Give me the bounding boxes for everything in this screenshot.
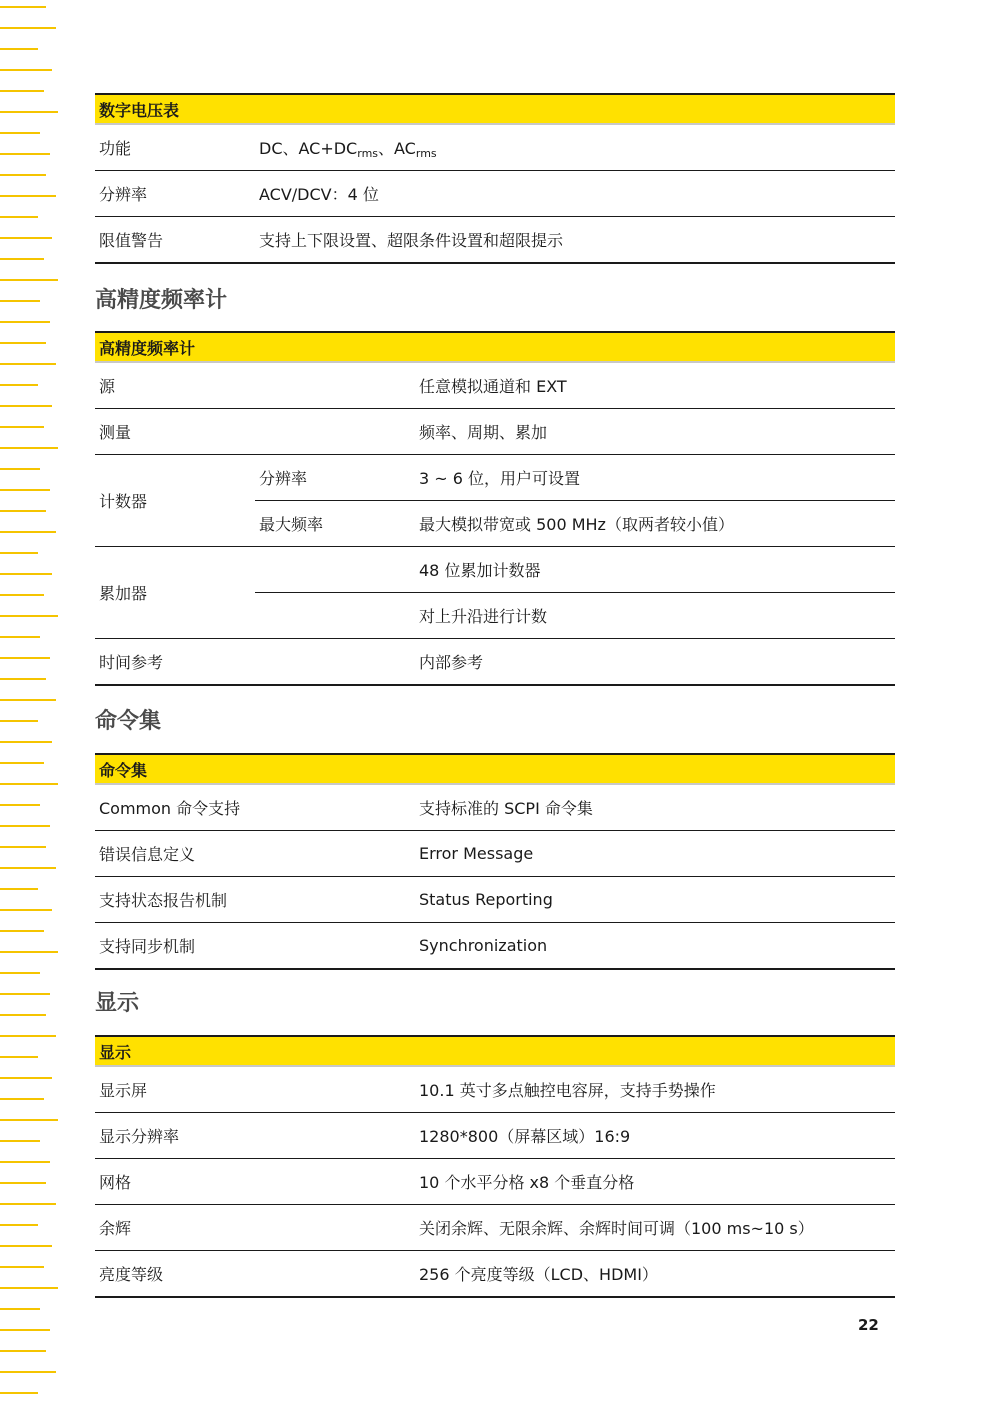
table-row	[95, 409, 895, 455]
row-label: 时间参考	[95, 639, 415, 686]
row-label: 余辉	[95, 1205, 415, 1251]
decorative-stripe	[0, 69, 52, 71]
row-sublabel	[255, 593, 415, 639]
table-row	[95, 124, 895, 171]
decorative-stripe	[0, 384, 38, 386]
decorative-stripe	[0, 888, 38, 890]
decorative-stripe	[0, 1287, 58, 1289]
row-value: 最大模拟带宽或 500 MHz（取两者较小值）	[415, 501, 895, 547]
row-label: 错误信息定义	[95, 831, 415, 877]
table-row	[95, 923, 895, 970]
row-label: 网格	[95, 1159, 415, 1205]
decorative-stripe	[0, 930, 44, 932]
decorative-stripe	[0, 594, 44, 596]
decorative-stripe	[0, 489, 50, 491]
decorative-stripe	[0, 699, 56, 701]
table-row	[95, 1113, 895, 1159]
row-value: ACV/DCV：4 位	[255, 171, 895, 217]
table-row	[95, 1205, 895, 1251]
row-value: 3 ~ 6 位，用户可设置	[415, 455, 895, 501]
row-value: 对上升沿进行计数	[415, 593, 895, 639]
decorative-stripe	[0, 1140, 40, 1142]
decorative-stripe	[0, 153, 50, 155]
row-value: Synchronization	[415, 923, 895, 970]
frequency-table-header: 高精度频率计	[95, 332, 895, 362]
row-value: 10 个水平分格 x8 个垂直分格	[415, 1159, 895, 1205]
row-label: 亮度等级	[95, 1251, 415, 1298]
decorative-stripe	[0, 216, 38, 218]
table-row	[95, 784, 895, 831]
table-row	[95, 547, 895, 593]
decorative-stripe	[0, 1077, 52, 1079]
row-label: 计数器	[95, 455, 255, 547]
display-spec-table	[95, 1035, 895, 1298]
row-value: 48 位累加计数器	[415, 547, 895, 593]
row-value: 256 个亮度等级（LCD、HDMI）	[415, 1251, 895, 1298]
table-row	[95, 217, 895, 264]
decorative-stripe	[0, 804, 40, 806]
decorative-stripe	[0, 174, 46, 176]
table-row	[95, 1159, 895, 1205]
decorative-stripe	[0, 1098, 44, 1100]
decorative-stripe	[0, 720, 38, 722]
decorative-stripe	[0, 27, 56, 29]
decorative-stripe	[0, 195, 56, 197]
command-table-header: 命令集	[95, 754, 895, 784]
row-label: 显示分辨率	[95, 1113, 415, 1159]
row-value: 任意模拟通道和 EXT	[415, 362, 895, 409]
decorative-stripe	[0, 552, 38, 554]
decorative-stripe	[0, 111, 58, 113]
command-set-spec-table	[95, 753, 895, 970]
decorative-stripe	[0, 741, 52, 743]
decorative-stripe	[0, 1371, 56, 1373]
row-sublabel	[255, 547, 415, 593]
row-label: 显示屏	[95, 1066, 415, 1113]
row-sublabel: 最大频率	[255, 501, 415, 547]
decorative-stripe	[0, 1266, 44, 1268]
row-label: 支持同步机制	[95, 923, 415, 970]
row-label: 测量	[95, 409, 415, 455]
decorative-stripe	[0, 1203, 56, 1205]
table-row	[95, 1066, 895, 1113]
table-row	[95, 639, 895, 686]
table-row	[95, 877, 895, 923]
decorative-stripe	[0, 783, 58, 785]
row-value: 内部参考	[415, 639, 895, 686]
decorative-stripe	[0, 237, 52, 239]
decorative-stripe	[0, 531, 56, 533]
decorative-stripe	[0, 426, 44, 428]
decorative-stripe	[0, 1329, 50, 1331]
decorative-stripe	[0, 405, 52, 407]
decorative-stripe	[0, 762, 44, 764]
decorative-stripe	[0, 573, 52, 575]
decorative-stripe	[0, 1014, 46, 1016]
decorative-stripe	[0, 972, 40, 974]
decorative-stripe	[0, 867, 56, 869]
row-value: 支持标准的 SCPI 命令集	[415, 784, 895, 831]
decorative-stripe	[0, 1350, 46, 1352]
row-value: 1280*800（屏幕区域）16:9	[415, 1113, 895, 1159]
row-label: 分辨率	[95, 171, 255, 217]
decorative-stripe	[0, 300, 40, 302]
row-label: Common 命令支持	[95, 784, 415, 831]
decorative-stripe	[0, 90, 44, 92]
decorative-stripe	[0, 342, 46, 344]
table-row	[95, 1251, 895, 1298]
decorative-stripe	[0, 846, 46, 848]
decorative-stripe	[0, 951, 58, 953]
decorative-stripe	[0, 909, 52, 911]
decorative-stripe	[0, 1119, 58, 1121]
decorative-stripe	[0, 1161, 50, 1163]
decorative-stripe	[0, 363, 56, 365]
decorative-stripes	[0, 0, 60, 1401]
row-sublabel: 分辨率	[255, 455, 415, 501]
decorative-stripe	[0, 6, 46, 8]
decorative-stripe	[0, 510, 46, 512]
table-row	[95, 455, 895, 501]
decorative-stripe	[0, 1392, 38, 1394]
row-value: Status Reporting	[415, 877, 895, 923]
table-row	[95, 362, 895, 409]
page-number: 22	[858, 1316, 879, 1334]
decorative-stripe	[0, 1035, 56, 1037]
decorative-stripe	[0, 678, 46, 680]
voltmeter-table-header: 数字电压表	[95, 94, 895, 124]
decorative-stripe	[0, 447, 58, 449]
decorative-stripe	[0, 132, 40, 134]
row-label: 限值警告	[95, 217, 255, 264]
section-heading-frequency-counter: 高精度频率计	[95, 288, 228, 313]
decorative-stripe	[0, 615, 58, 617]
frequency-counter-spec-table	[95, 331, 895, 686]
row-value: 频率、周期、累加	[415, 409, 895, 455]
voltmeter-spec-table	[95, 93, 895, 264]
decorative-stripe	[0, 279, 58, 281]
decorative-stripe	[0, 657, 50, 659]
decorative-stripe	[0, 468, 40, 470]
decorative-stripe	[0, 48, 38, 50]
decorative-stripe	[0, 1056, 38, 1058]
decorative-stripe	[0, 1224, 38, 1226]
decorative-stripe	[0, 1182, 46, 1184]
decorative-stripe	[0, 993, 50, 995]
row-value: Error Message	[415, 831, 895, 877]
section-heading-command-set: 命令集	[95, 709, 162, 734]
decorative-stripe	[0, 321, 50, 323]
display-table-header: 显示	[95, 1036, 895, 1066]
row-value: 10.1 英寸多点触控电容屏，支持手势操作	[415, 1066, 895, 1113]
row-value: 支持上下限设置、超限条件设置和超限提示	[255, 217, 895, 264]
table-row	[95, 171, 895, 217]
section-heading-display: 显示	[95, 991, 140, 1016]
row-label: 源	[95, 362, 415, 409]
row-value: DC、$AC+DC_{rms}$、$AC_{rms}$	[255, 124, 895, 171]
row-label: 支持状态报告机制	[95, 877, 415, 923]
table-row	[95, 831, 895, 877]
decorative-stripe	[0, 636, 40, 638]
decorative-stripe	[0, 258, 44, 260]
decorative-stripe	[0, 1308, 40, 1310]
row-label: 累加器	[95, 547, 255, 639]
row-value: 关闭余辉、无限余辉、余辉时间可调（100 ms~10 s）	[415, 1205, 895, 1251]
decorative-stripe	[0, 1245, 52, 1247]
decorative-stripe	[0, 825, 50, 827]
row-label: 功能	[95, 124, 255, 171]
